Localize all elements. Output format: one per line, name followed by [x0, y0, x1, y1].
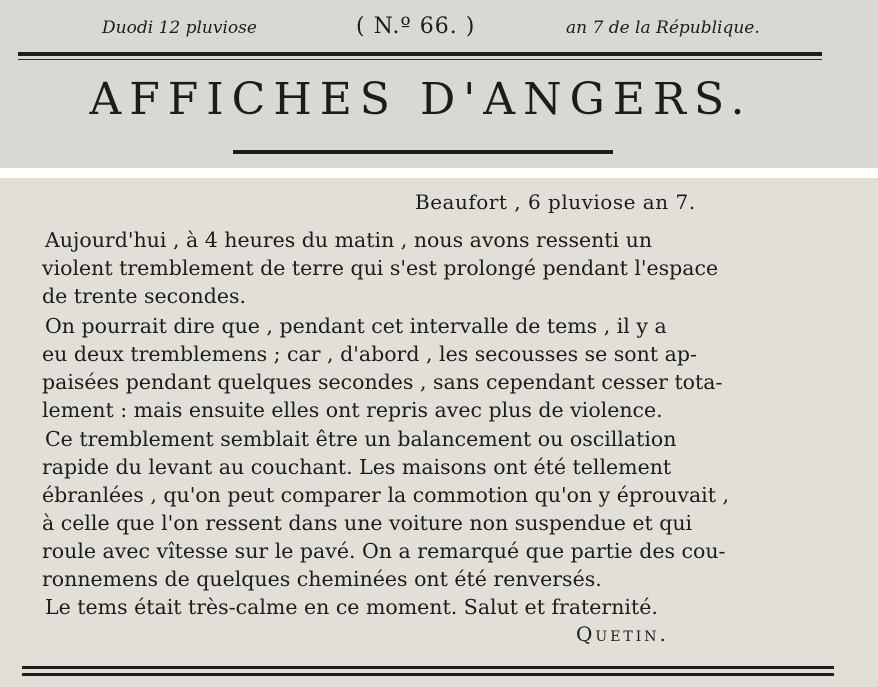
republican-date: Duodi 12 pluviose: [102, 18, 257, 38]
newspaper-title: AFFICHES D'ANGERS.: [89, 74, 753, 125]
article-line: paisées pendant quelques secondes , sans cependant cesser tota-: [42, 370, 723, 394]
article-line: ébranlées , qu'on peut comparer la commotion qu'on y éprouvait ,: [42, 483, 730, 507]
footer-rule-thick: [22, 666, 834, 669]
article-line: Ce tremblement semblait être un balancement ou oscillation: [45, 427, 677, 451]
title-underline: [233, 150, 613, 154]
article-line: ronnemens de quelques cheminées ont été renversés.: [42, 567, 602, 591]
article-line: On pourrait dire que , pendant cet intervalle de tems , il y a: [45, 314, 667, 338]
article-line: violent tremblement de terre qui s'est prolongé pendant l'espace: [42, 256, 719, 280]
header-rule-thick: [18, 52, 822, 56]
article-line: Aujourd'hui , à 4 heures du matin , nous avons ressenti un: [45, 228, 653, 252]
article-dateline: Beaufort , 6 pluviose an 7.: [415, 190, 696, 214]
footer-rule-thin: [22, 673, 834, 676]
republic-year: an 7 de la République.: [566, 18, 760, 38]
masthead-panel: [0, 0, 878, 168]
article-line: roule avec vîtesse sur le pavé. On a remarqué que partie des cou-: [42, 539, 726, 563]
issue-header: [0, 14, 878, 44]
article-line: à celle que l'on ressent dans une voiture non suspendue et qui: [42, 511, 693, 535]
article-line: eu deux tremblemens ; car , d'abord , les secousses se sont ap-: [42, 342, 697, 366]
issue-number: ( N.º 66. ): [356, 14, 476, 39]
article-line: de trente secondes.: [42, 284, 246, 308]
article-line: lement : mais ensuite elles ont repris avec plus de violence.: [42, 398, 663, 422]
header-rule-thin: [18, 59, 822, 60]
article-line: rapide du levant au couchant. Les maisons ont été tellement: [42, 455, 672, 479]
author-signature: Quetin.: [576, 622, 669, 646]
article-line: Le tems était très-calme en ce moment. Salut et fraternité.: [45, 595, 658, 619]
